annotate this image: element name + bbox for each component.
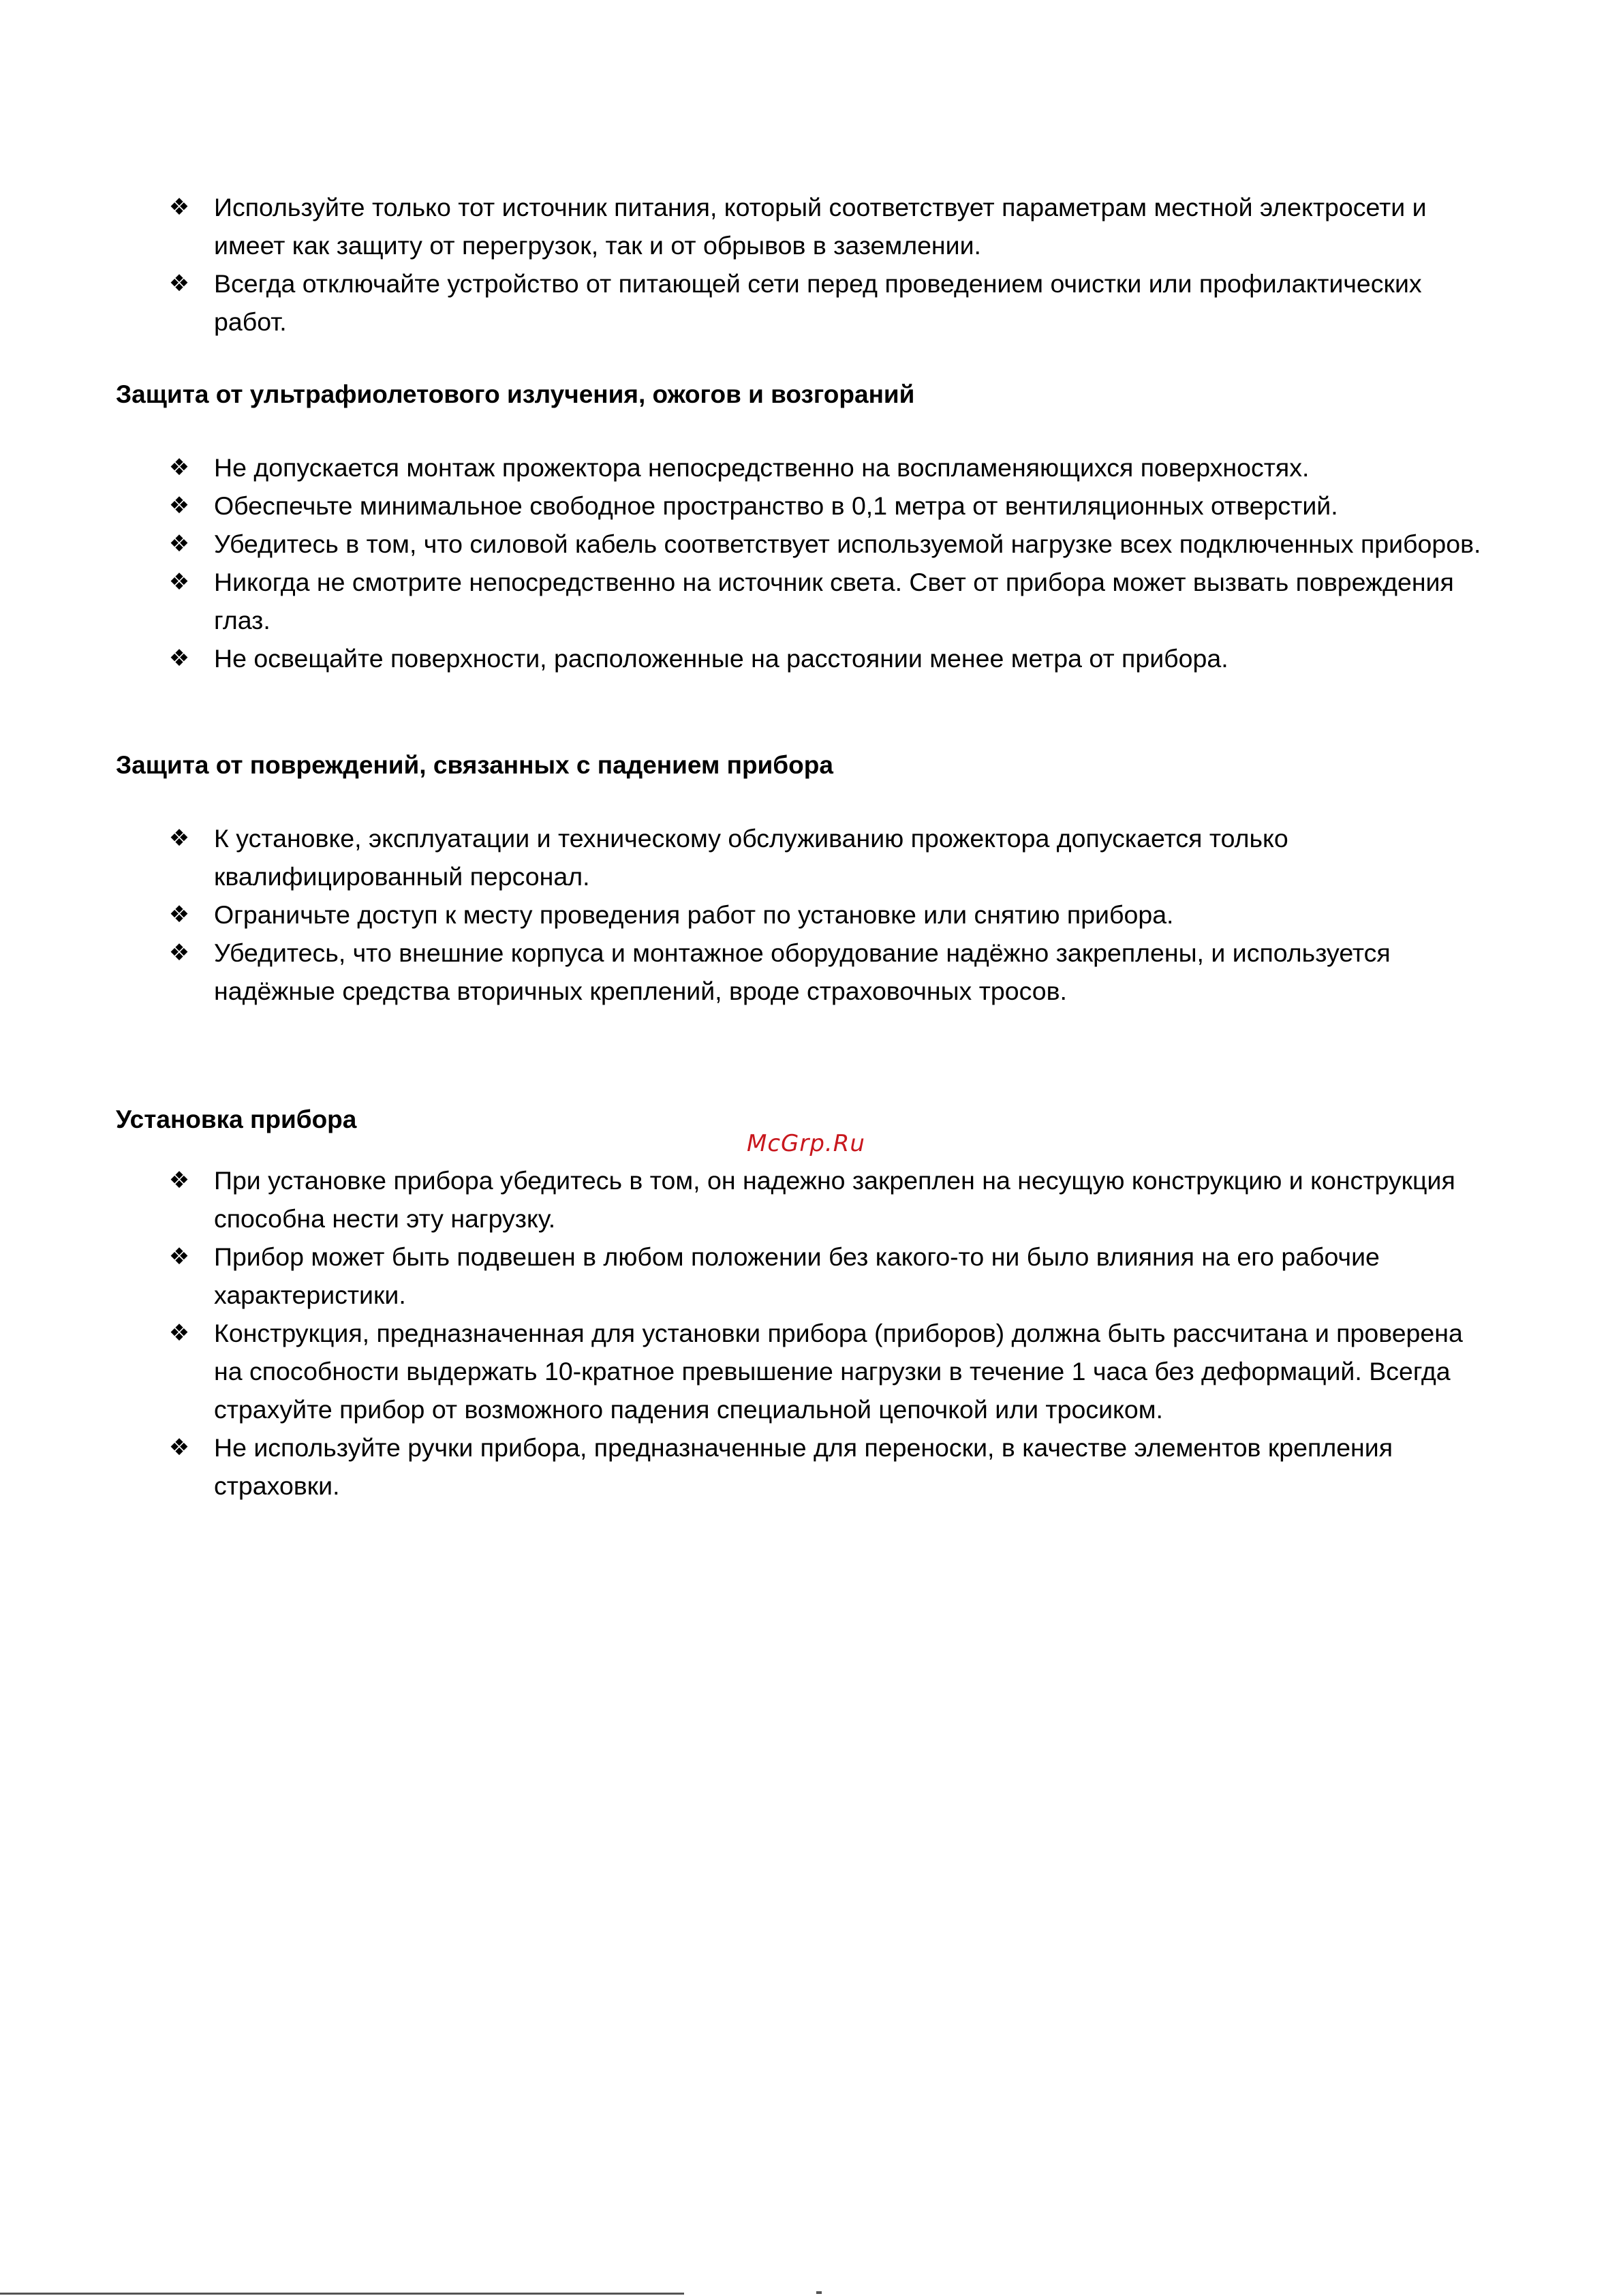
list-item <box>0 1238 1623 1314</box>
list-item <box>0 188 1623 264</box>
section-heading-install: Установка прибора <box>116 1105 357 1133</box>
list-item <box>0 525 1623 563</box>
diamond-bullet-icon: ❖ <box>168 1435 190 1460</box>
list-item <box>0 896 1623 934</box>
list-item <box>0 934 1623 1010</box>
diamond-bullet-icon: ❖ <box>168 825 190 851</box>
diamond-bullet-icon: ❖ <box>168 493 190 519</box>
diamond-bullet-icon: ❖ <box>168 1167 190 1193</box>
list-item <box>0 819 1623 896</box>
list-item <box>0 448 1623 487</box>
intro-bullet-list <box>0 188 1623 341</box>
list-item-text: Обеспечьте минимальное свободное пространство в 0,1 метра от вентиляционных отверстий. <box>214 491 1338 520</box>
list-item <box>0 1161 1623 1238</box>
diamond-bullet-icon: ❖ <box>168 1244 190 1270</box>
list-item <box>0 1428 1623 1505</box>
diamond-bullet-icon: ❖ <box>168 940 190 966</box>
list-item-text: К установке, эксплуатации и техническому обслуживанию прожектора допускается только квалифицированный персонал. <box>214 824 1288 891</box>
list-item <box>0 639 1623 677</box>
section-heading-uv: Защита от ультрафиолетового излучения, ожогов и возгораний <box>116 380 915 408</box>
diamond-bullet-icon: ❖ <box>168 902 190 928</box>
list-item-text: Убедитесь, что внешние корпуса и монтажное оборудование надёжно закреплены, и используется надёжные средства вторичных креплений, вроде страховочных тросов. <box>214 938 1391 1005</box>
footer-mark <box>816 2291 822 2294</box>
list-item-text: Никогда не смотрите непосредственно на источник света. Свет от прибора может вызвать повреждения глаз. <box>214 568 1454 634</box>
list-item-text: Используйте только тот источник питания, который соответствует параметрам местной электросети и имеет как защиту от перегрузок, так и от обрывов в заземлении. <box>214 193 1427 260</box>
watermark-text: McGrp.Ru <box>747 1130 865 1157</box>
diamond-bullet-icon: ❖ <box>168 194 190 220</box>
footer-divider <box>0 2293 684 2295</box>
list-item <box>0 563 1623 639</box>
list-item-text: Конструкция, предназначенная для установки прибора (приборов) должна быть рассчитана и проверена на способности выдержать 10-кратное превышение нагрузки в течение 1 часа без деформаций. Всегда страхуйте прибор от возможного падения специальной цепочкой или тросиком. <box>214 1319 1463 1424</box>
section-heading-fall: Защита от повреждений, связанных с падением прибора <box>116 751 833 779</box>
list-item-text: Прибор может быть подвешен в любом положении без какого-то ни было влияния на его рабочие характеристики. <box>214 1242 1380 1309</box>
diamond-bullet-icon: ❖ <box>168 569 190 595</box>
diamond-bullet-icon: ❖ <box>168 271 190 296</box>
list-item <box>0 487 1623 525</box>
list-item-text: При установке прибора убедитесь в том, он надежно закреплен на несущую конструкцию и конструкция способна нести эту нагрузку. <box>214 1166 1455 1233</box>
list-item-text: Убедитесь в том, что силовой кабель соответствует используемой нагрузке всех подключенных приборов. <box>214 530 1481 558</box>
install-bullet-list <box>0 1161 1623 1505</box>
list-item <box>0 264 1623 341</box>
list-item-text: Не используйте ручки прибора, предназначенные для переноски, в качестве элементов крепления страховки. <box>214 1433 1393 1500</box>
list-item-text: Ограничьте доступ к месту проведения работ по установке или снятию прибора. <box>214 900 1174 929</box>
list-item <box>0 1314 1623 1428</box>
diamond-bullet-icon: ❖ <box>168 455 190 480</box>
list-item-text: Не освещайте поверхности, расположенные на расстоянии менее метра от прибора. <box>214 644 1228 673</box>
list-item-text: Не допускается монтаж прожектора непосредственно на воспламеняющихся поверхностях. <box>214 453 1310 482</box>
diamond-bullet-icon: ❖ <box>168 645 190 671</box>
list-item-text: Всегда отключайте устройство от питающей сети перед проведением очистки или профилактических работ. <box>214 269 1422 336</box>
fall-bullet-list <box>0 819 1623 1010</box>
uv-bullet-list <box>0 448 1623 677</box>
diamond-bullet-icon: ❖ <box>168 531 190 557</box>
diamond-bullet-icon: ❖ <box>168 1320 190 1346</box>
